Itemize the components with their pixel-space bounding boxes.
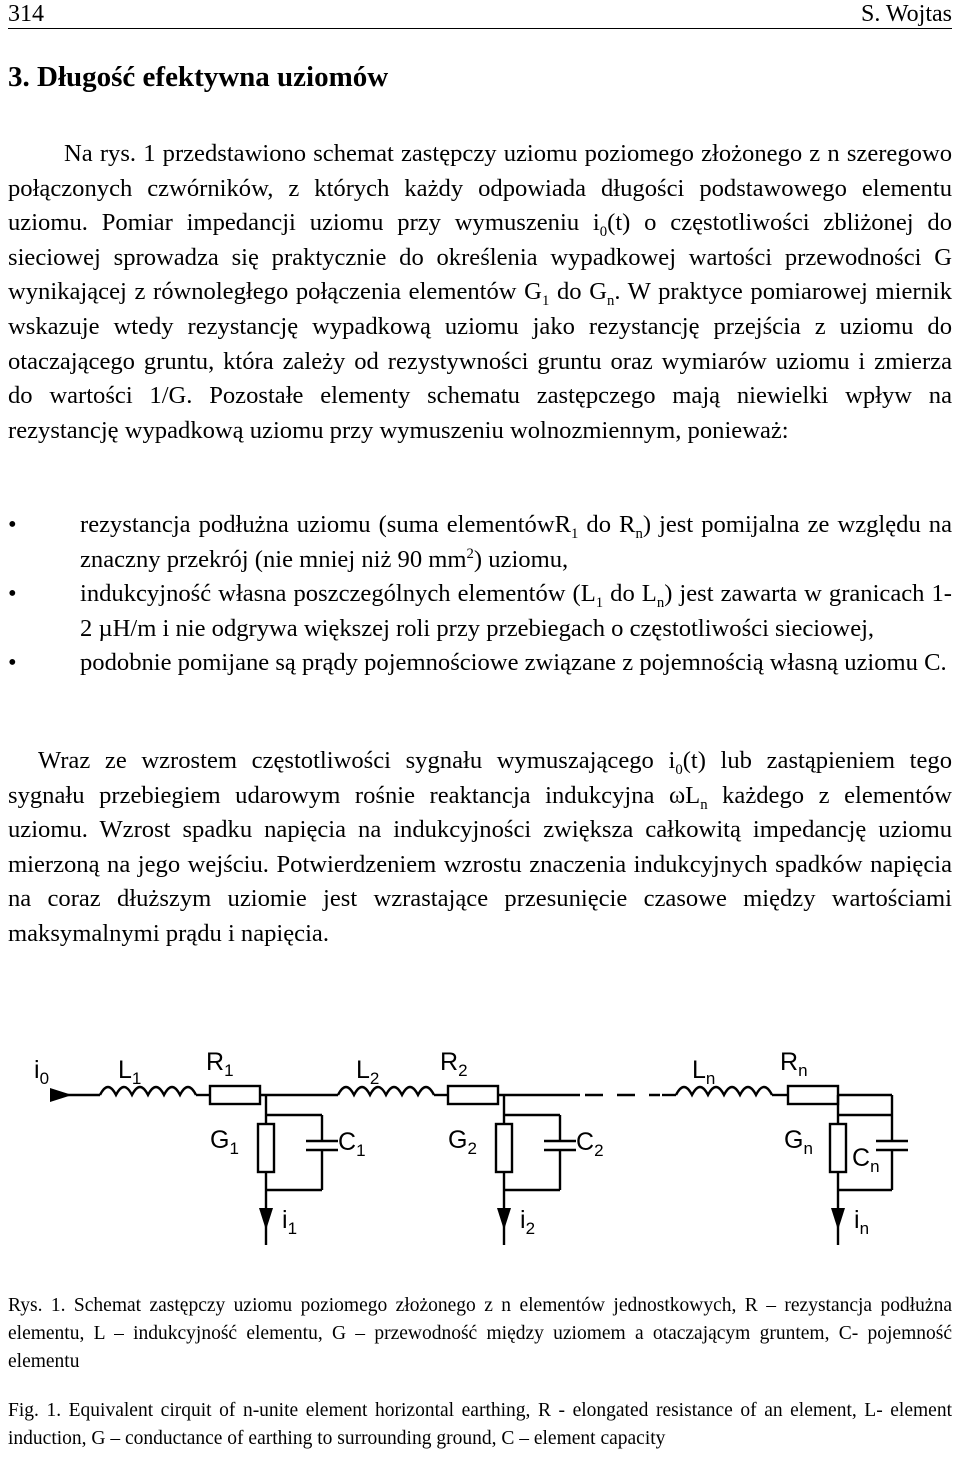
label-current-in: $i_n$ xyxy=(854,1206,870,1238)
input-current-arrow-icon xyxy=(50,1088,72,1102)
resistor-r2-symbol xyxy=(448,1086,498,1104)
current-i2-arrow-icon xyxy=(497,1208,511,1230)
inductor-ln-symbol xyxy=(676,1087,772,1095)
current-i1-arrow-icon xyxy=(259,1208,273,1230)
figure-caption-english: Fig. 1. Equivalent cirquit of n-unite element horizontal earthing, R - elongated resistance of an element, L- element induction, G – conductance of earthing to surrounding ground, C – element capacity xyxy=(8,1400,952,1449)
bullet-item: • podobnie pomijane są prądy pojemnościowe związane z pojemnością własną uziomu C. xyxy=(8,646,952,681)
bullet-dot-icon: • xyxy=(8,511,17,538)
running-header xyxy=(8,0,952,29)
section-title: 3. Długość efektywna uziomów xyxy=(8,61,389,93)
label-c2: $C_2$ xyxy=(576,1128,604,1160)
bullet-list xyxy=(8,508,952,681)
inductor-l1-symbol xyxy=(100,1087,196,1095)
figure-caption-polish: Rys. 1. Schemat zastępczy uziomu poziomego złożonego z n elementów jednostkowych, R – rezystancja podłużna elementu, L – indukcyjność elementu, G – przewodność między uziomem a otaczającym gruntem, C- pojemność elementu xyxy=(8,1295,952,1372)
label-r1: $R_1$ xyxy=(206,1048,234,1080)
equivalent-circuit-diagram xyxy=(20,1030,950,1260)
body-paragraph: Wraz ze wzrostem częstotliwości sygnału wymuszającego $i_0(t)$ lub zastąpieniem tego sygnału przebiegiem udarowym rośnie reaktancja indukcyjna $\omega L_n$ każdego z elementów uziomu. Wzrost spadku napięcia na indukcyjności zwiększa całkowitą impedancję uziomu mierzoną na jego wejściu. Potwierdzeniem wzrostu znaczenia indukcyjnych spadków napięcia na coraz dłuższym uziomie jest wzrastające przesunięcie czasowe między wartościami maksymalnymi prądu i napięcia. xyxy=(8,747,952,947)
label-ln: $L_n$ xyxy=(692,1056,716,1088)
intro-paragraph: Na rys. 1 przedstawiono schemat zastępczy uziomu poziomego złożonego z n szeregowo połączonych czwórników, z których każdy odpowiada długości podstawowego elementu uziomu. Pomiar impedancji uziomu przy wymuszeniu $i_0(t)$ o częstotliwości zbliżonej do sieciowej sprowadza się praktycznie do określenia wypadkowej wartości przewodności G wynikającej z równoległego połączenia elementów $G_1$ do $G_n$. W praktyce pomiarowej miernik wskazuje wtedy rezystancję wypadkową uziomu jako rezystancję przejścia z uziomu do otaczającego gruntu, która zależy od rezystywności gruntu oraz wymiarów uziomu i zmierza do wartości 1/G. Pozostałe elementy schematu zastępczego mają niewielki wpływ na rezystancję wypadkową uziomu przy wymuszeniu wolnozmiennym, ponieważ: xyxy=(8,140,952,444)
current-in-arrow-icon xyxy=(831,1208,845,1230)
inductor-l2-symbol xyxy=(338,1087,434,1095)
label-l2: $L_2$ xyxy=(356,1056,380,1088)
label-rn: $R_n$ xyxy=(780,1048,808,1080)
label-i0: $i_0$ xyxy=(34,1056,50,1088)
author-name: S. Wojtas xyxy=(861,1,952,27)
label-l1: $L_1$ xyxy=(118,1056,142,1088)
bullet-dot-icon: • xyxy=(8,580,17,608)
resistor-r1-symbol xyxy=(210,1086,260,1104)
label-gn: $G_n$ xyxy=(784,1126,813,1158)
conductance-g2-symbol xyxy=(496,1124,512,1172)
label-g2: $G_2$ xyxy=(448,1126,477,1158)
label-g1: $G_1$ xyxy=(210,1126,239,1158)
label-cn: $C_n$ xyxy=(852,1144,880,1176)
resistor-rn-symbol xyxy=(788,1086,838,1104)
label-current-i2: $i_2$ xyxy=(520,1206,536,1238)
page-number: 314 xyxy=(8,1,44,27)
bullet-item: • indukcyjność własna poszczególnych elementów ($L_1$ do $L_n$) jest zawarta w granicach 1-2 µH/m i nie odgrywa większej roli przy przebiegach o częstotliwości sieciowej, xyxy=(8,577,952,646)
conductance-g1-symbol xyxy=(258,1124,274,1172)
conductance-gn-symbol xyxy=(830,1124,846,1172)
bullet-dot-icon: • xyxy=(8,649,17,677)
label-c1: $C_1$ xyxy=(338,1128,366,1160)
label-current-i1: $i_1$ xyxy=(282,1206,298,1238)
bullet-item: • rezystancja podłużna uziomu (suma elementówR$_1$ do $R_n$) jest pomijalna ze względu na znaczny przekrój (nie mniej niż 90 $mm^2$) uziomu, xyxy=(8,508,952,577)
label-r2: $R_2$ xyxy=(440,1048,468,1080)
